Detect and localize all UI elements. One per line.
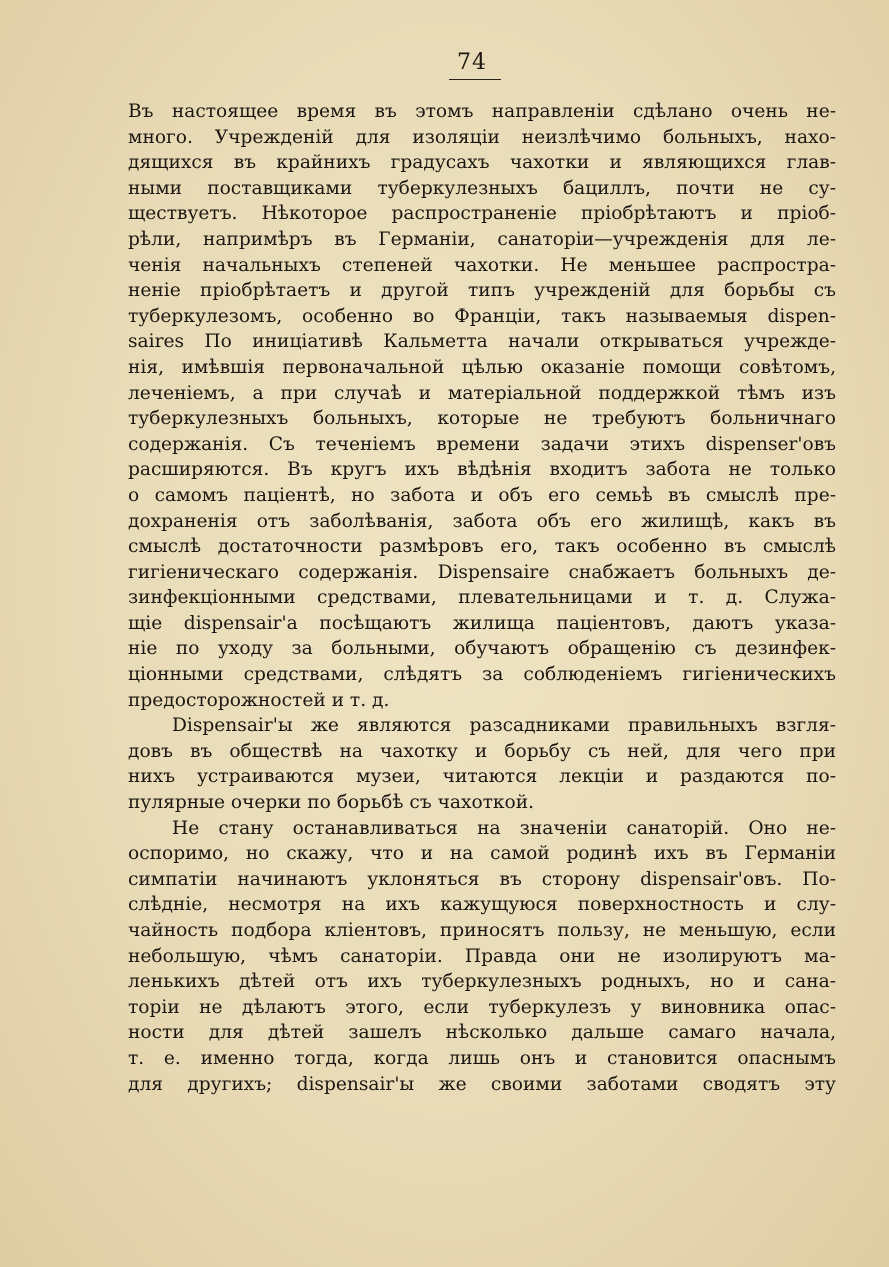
text-line: нія, имѣвшія первоначальной цѣлью оказаніе помощи совѣтомъ,	[128, 356, 836, 378]
text-line: дохраненія отъ заболѣванія, забота объ его жилищѣ, какъ въ	[128, 510, 836, 532]
text-line: предосторожностей и т. д.	[128, 689, 390, 711]
text-line: туберкулезомъ, особенно во Франціи, такъ называемыя dispen-	[128, 305, 836, 327]
text-line: довъ въ обществѣ на чахотку и борьбу съ ней, для чего при	[128, 740, 836, 762]
text-line: saires По иниціативѣ Кальметта начали открываться учрежде-	[128, 331, 836, 353]
text-line: Dispensair'ы же являются разсадниками правильныхъ взгля-	[172, 715, 836, 737]
page-number-rule	[449, 79, 501, 80]
text-line: рѣли, напримѣръ въ Германіи, санаторіи—учрежденія для ле-	[128, 228, 836, 250]
text-line: торіи не дѣлаютъ этого, если туберкулезъ у виновника опас-	[128, 996, 836, 1018]
text-line: оспоримо, но скажу, что и на самой родинѣ ихъ въ Германіи	[128, 843, 836, 865]
text-line: леченіемъ, а при случаѣ и матеріальной поддержкой тѣмъ изъ	[128, 382, 836, 404]
text-line: о самомъ паціентѣ, но забота и объ его семьѣ въ смыслѣ пре-	[128, 484, 836, 506]
text-line: ности для дѣтей зашелъ нѣсколько дальше самаго начала,	[128, 1022, 836, 1044]
text-line: туберкулезныхъ больныхъ, которые не требуютъ больничнаго	[128, 408, 836, 430]
text-line: для другихъ; dispensair'ы же своими заботами сводятъ эту	[128, 1073, 836, 1095]
text-line: расширяются. Въ кругъ ихъ вѣдѣнія входитъ забота не только	[128, 459, 836, 481]
text-line: пулярные очерки по борьбѣ съ чахоткой.	[128, 792, 535, 814]
text-line: т. е. именно тогда, когда лишь онъ и становится опаснымъ	[128, 1047, 836, 1069]
text-line: ществуетъ. Нѣкоторое распространеніе пріобрѣтаютъ и пріоб-	[128, 203, 836, 225]
text-line: небольшую, чѣмъ санаторіи. Правда они не изолируютъ ма-	[128, 945, 836, 967]
text-line: зинфекціонными средствами, плевательницами и т. д. Служа-	[128, 587, 836, 609]
text-line: ціонными средствами, слѣдятъ за соблюденіемъ гигіеническихъ	[128, 664, 836, 686]
text-line: ніе по уходу за больными, обучаютъ обращенію съ дезинфек-	[128, 638, 836, 660]
text-line: неніе пріобрѣтаетъ и другой типъ учрежденій для борьбы съ	[128, 280, 836, 302]
text-line: гигіеническаго содержанія. Dispensaire снабжаетъ больныхъ де-	[128, 561, 836, 583]
text-line: ленькихъ дѣтей отъ ихъ туберкулезныхъ родныхъ, но и сана-	[128, 971, 836, 993]
text-line: ченія начальныхъ степеней чахотки. Не меньшее распростра-	[128, 254, 836, 276]
page-number: 74	[457, 50, 487, 75]
text-line: чайность подбора кліентовъ, приносятъ пользу, не меньшую, если	[128, 920, 836, 941]
text-line: смыслѣ достаточности размѣровъ его, такъ особенно въ смыслѣ	[128, 536, 836, 558]
text-line: много. Учрежденій для изоляціи неизлѣчимо больныхъ, нахо-	[128, 126, 836, 148]
text-line: щіе dispensair'а посѣщаютъ жилища паціентовъ, даютъ указа-	[128, 612, 836, 634]
text-line: Въ настоящее время въ этомъ направленіи сдѣлано очень не-	[128, 101, 836, 122]
text-line: Не стану останавливаться на значеніи санаторій. Оно не-	[172, 817, 836, 839]
text-line: ными поставщиками туберкулезныхъ бациллъ, почти не су-	[128, 177, 836, 199]
text-line: содержанія. Съ теченіемъ времени задачи этихъ dispenser'овъ	[128, 433, 836, 455]
text-line: слѣдніе, несмотря на ихъ кажущуюся поверхностность и слу-	[128, 894, 836, 916]
body-text	[128, 99, 836, 1097]
text-line: дящихся въ крайнихъ градусахъ чахотки и являющихся глав-	[128, 152, 836, 174]
text-line: нихъ устраиваются музеи, читаются лекціи и раздаются по-	[128, 766, 836, 788]
text-line: симпатіи начинаютъ уклоняться въ сторону dispensair'овъ. По-	[128, 868, 836, 890]
